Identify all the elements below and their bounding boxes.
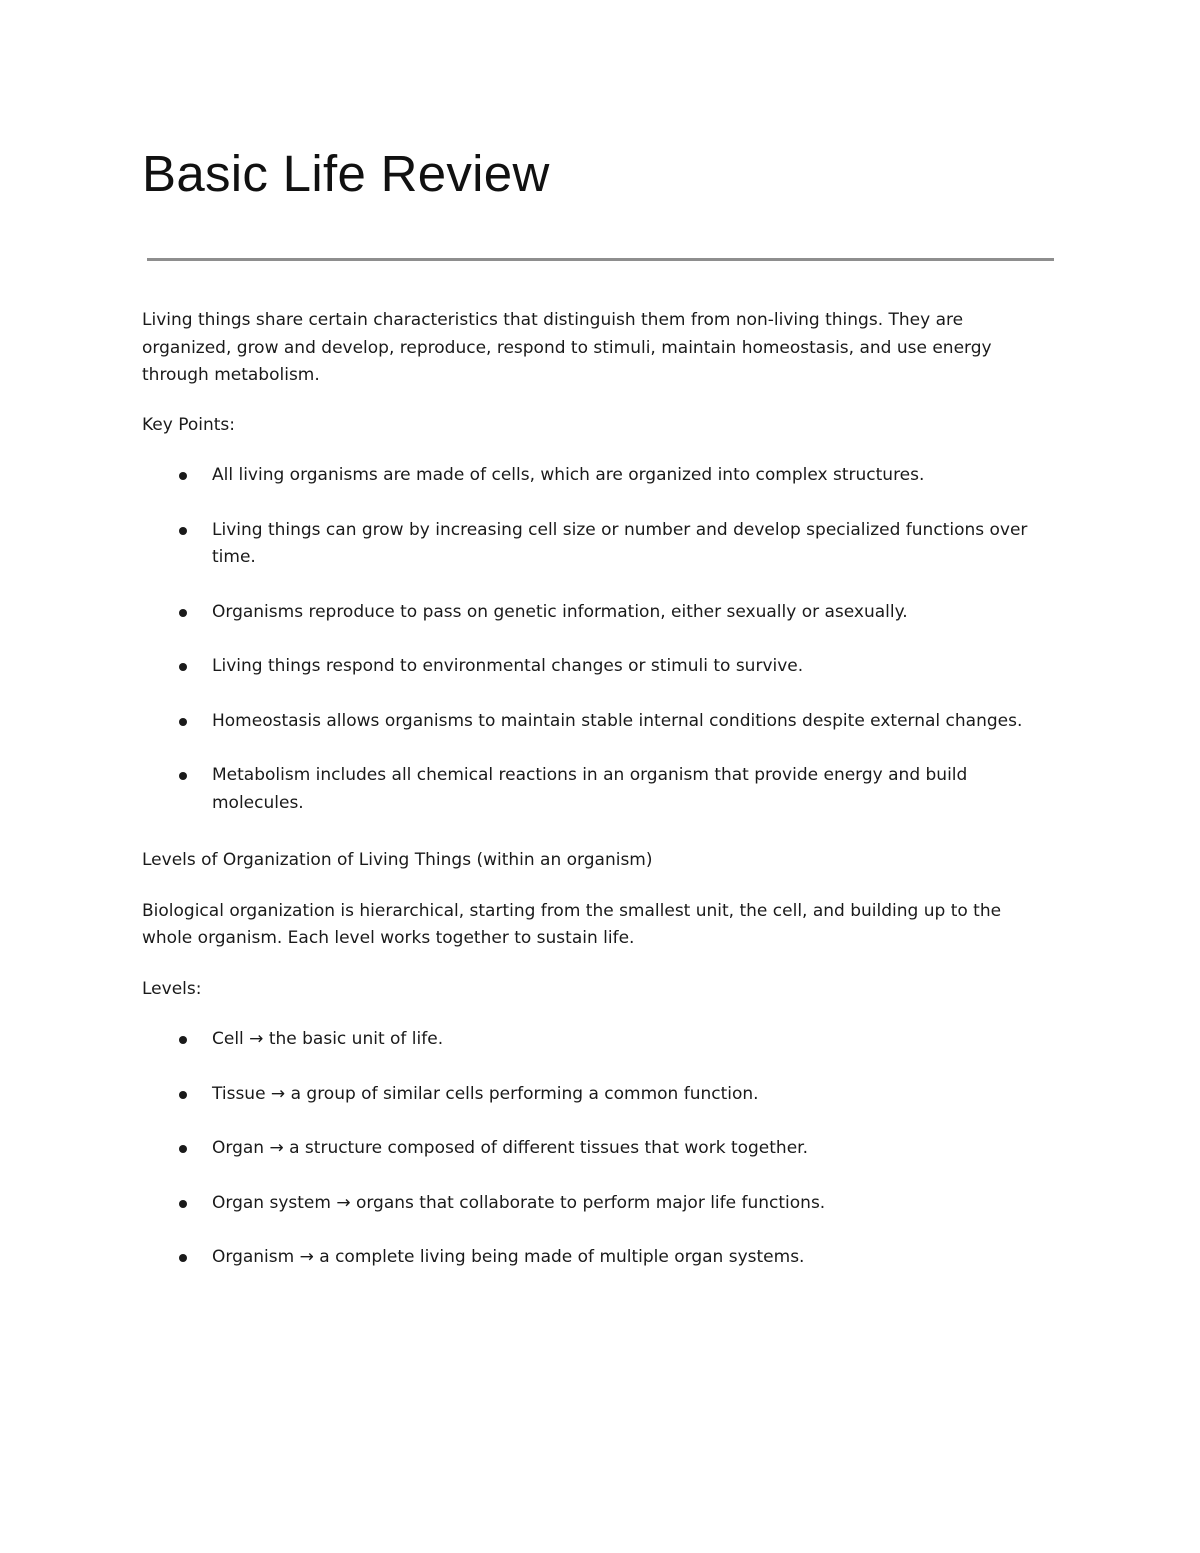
list-item — [142, 517, 1054, 572]
bullet-icon — [179, 1145, 187, 1153]
list-item-text: Living things can grow by increasing cell size or number and develop specialized functions over time. — [212, 519, 1028, 567]
list-item-text: Organisms reproduce to pass on genetic information, either sexually or asexually. — [212, 601, 908, 622]
page-title: Basic Life Review — [142, 145, 550, 202]
list-item — [142, 1135, 1054, 1163]
list-item — [142, 653, 1054, 681]
bullet-icon — [179, 772, 187, 780]
list-item-text: Homeostasis allows organisms to maintain stable internal conditions despite external changes. — [212, 710, 1023, 731]
bullet-icon — [179, 527, 187, 535]
key-points-label: Key Points: — [142, 414, 236, 435]
list-item-text: Organism → a complete living being made of multiple organ systems. — [212, 1247, 805, 1267]
horizontal-divider — [147, 258, 1054, 261]
bullet-icon — [179, 1036, 187, 1044]
list-item — [142, 599, 1054, 627]
bullet-icon — [179, 472, 187, 480]
list-item — [142, 462, 1054, 490]
bullet-icon — [179, 718, 187, 726]
list-item-text: Living things respond to environmental changes or stimuli to survive. — [212, 656, 804, 676]
list-item-text: Tissue → a group of similar cells performing a common function. — [212, 1083, 759, 1104]
list-item-text: All living organisms are made of cells, which are organized into complex structures. — [212, 465, 925, 485]
list-item-text: Organ system → organs that collaborate to perform major life functions. — [212, 1192, 826, 1213]
list-item — [142, 762, 1054, 817]
list-item — [142, 1244, 1054, 1272]
bullet-icon — [179, 1254, 187, 1262]
bullet-icon — [179, 1200, 187, 1208]
list-item-text: Metabolism includes all chemical reactions in an organism that provide energy and build molecules. — [212, 765, 968, 813]
intro-paragraph: Living things share certain characteristics that distinguish them from non-living things. They are organized, grow and develop, reproduce, respond to stimuli, maintain homeostasis, and use energy through metabolism. — [142, 310, 992, 385]
list-item — [142, 1190, 1054, 1218]
levels-list — [142, 1026, 1054, 1272]
bullet-icon — [179, 663, 187, 671]
key-points-list — [142, 462, 1054, 817]
bullet-icon — [179, 609, 187, 617]
organization-heading: Levels of Organization of Living Things (within an organism) — [142, 850, 653, 870]
list-item — [142, 708, 1054, 736]
levels-label: Levels: — [142, 978, 202, 999]
list-item-text: Cell → the basic unit of life. — [212, 1029, 444, 1049]
document-body — [142, 307, 1054, 1299]
list-item-text: Organ → a structure composed of different tissues that work together. — [212, 1138, 808, 1158]
list-item — [142, 1026, 1054, 1054]
list-item — [142, 1081, 1054, 1109]
organization-intro: Biological organization is hierarchical, starting from the smallest unit, the cell, and building up to the whole organism. Each level works together to sustain life. — [142, 900, 1002, 948]
bullet-icon — [179, 1091, 187, 1099]
